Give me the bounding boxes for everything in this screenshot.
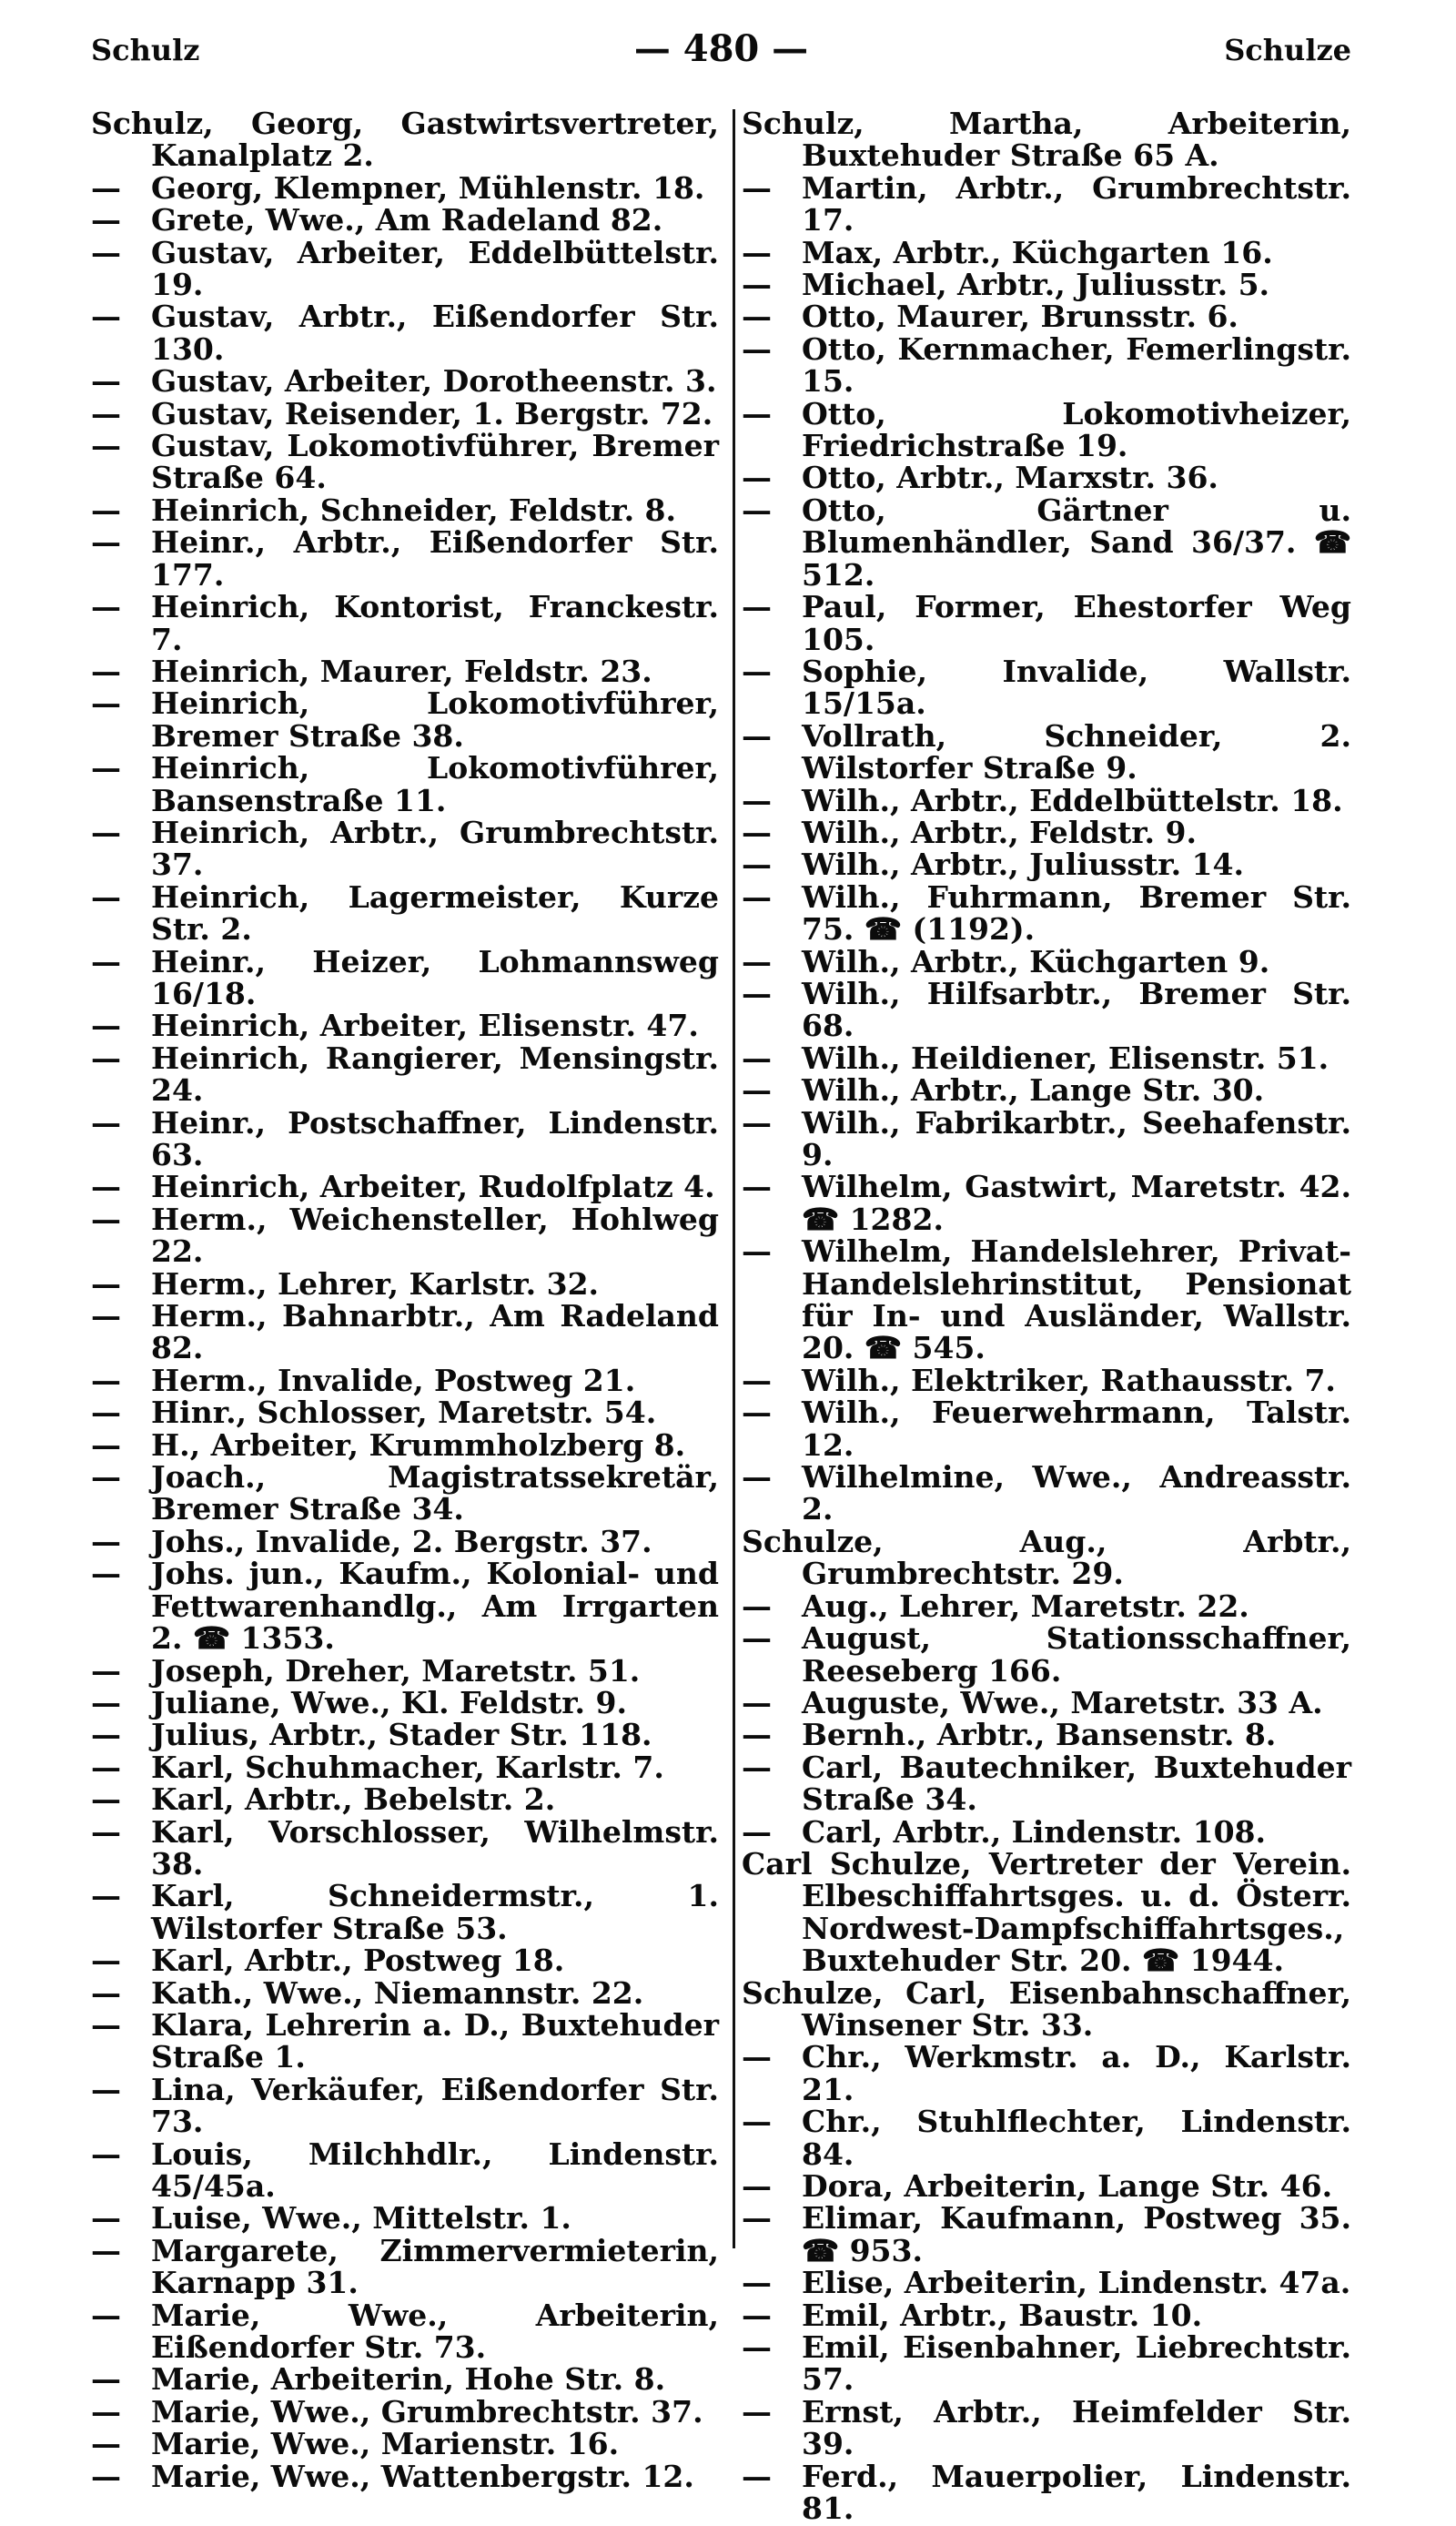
directory-entry: — Elise, Arbeiterin, Lindenstr. 47a.	[742, 2267, 1351, 2298]
directory-entry: — Heinrich, Kontorist, Franckestr. 7.	[91, 591, 719, 655]
directory-entry: — Juliane, Wwe., Kl. Feldstr. 9.	[91, 1687, 719, 1719]
directory-entry: Schulze, Aug., Arbtr., Grumbrechtstr. 29.	[742, 1523, 1351, 1592]
directory-entry: — Karl, Schneidermstr., 1. Wilstorfer Straße 53.	[91, 1880, 719, 1944]
directory-entry: — Wilh., Heildiener, Elisenstr. 51.	[742, 1042, 1351, 1074]
directory-entry: — Louis, Milchhdlr., Lindenstr. 45/45a.	[91, 2138, 719, 2203]
directory-entry: — Martin, Arbtr., Grumbrechtstr. 17.	[742, 172, 1351, 237]
directory-entry: — Karl, Vorschlosser, Wilhelmstr. 38.	[91, 1816, 719, 1881]
directory-entry: — Joach., Magistratssekretär, Bremer Straße 34.	[91, 1461, 719, 1526]
header-right-keyword: Schulze	[1224, 33, 1351, 67]
directory-entry: Carl Schulze, Vertreter der Verein. Elbeschiffahrtsges. u. d. Österr. Nordwest-Dampfschiffahrtsges., Buxtehuder Str. 20. ☎ 1944.	[742, 1845, 1351, 1979]
directory-entry: — Lina, Verkäufer, Eißendorfer Str. 73.	[91, 2074, 719, 2138]
directory-entry: — Otto, Maurer, Brunsstr. 6.	[742, 300, 1351, 332]
directory-entry: — Marie, Wwe., Arbeiterin, Eißendorfer Str. 73.	[91, 2299, 719, 2364]
directory-entry: — Michael, Arbtr., Juliusstr. 5.	[742, 269, 1351, 300]
directory-entry: — Otto, Lokomotivheizer, Friedrichstraße 19.	[742, 398, 1351, 462]
directory-entry: — Heinrich, Lokomotivführer, Bremer Straße 38.	[91, 687, 719, 752]
directory-entry: — Ferd., Mauerpolier, Lindenstr. 81.	[742, 2460, 1351, 2525]
directory-entry: — Vollrath, Schneider, 2. Wilstorfer Straße 9.	[742, 720, 1351, 785]
directory-entry: — Carl, Bautechniker, Buxtehuder Straße 34.	[742, 1751, 1351, 1816]
directory-entry: — Emil, Eisenbahner, Liebrechtstr. 57.	[742, 2331, 1351, 2396]
directory-entry: — Heinr., Arbtr., Eißendorfer Str. 177.	[91, 526, 719, 591]
directory-entry: — Gustav, Arbtr., Eißendorfer Str. 130.	[91, 300, 719, 365]
directory-entry: — Paul, Former, Ehestorfer Weg 105.	[742, 591, 1351, 655]
directory-entry: — Gustav, Arbeiter, Dorotheenstr. 3.	[91, 365, 719, 397]
directory-entry: — Otto, Gärtner u. Blumenhändler, Sand 36/37. ☎ 512.	[742, 494, 1351, 591]
directory-entry: — Luise, Wwe., Mittelstr. 1.	[91, 2202, 719, 2234]
directory-entry: — Emil, Arbtr., Baustr. 10.	[742, 2299, 1351, 2331]
directory-entry: — Joseph, Dreher, Maretstr. 51.	[91, 1655, 719, 1687]
directory-entry: — Grete, Wwe., Am Radeland 82.	[91, 204, 719, 236]
directory-entry: — Johs., Invalide, 2. Bergstr. 37.	[91, 1526, 719, 1557]
directory-entry: — Marie, Arbeiterin, Hohe Str. 8.	[91, 2363, 719, 2395]
directory-entry: — Wilhelm, Handelslehrer, Privat-Handelslehrinstitut, Pensionat für In- und Ausländer, Wallstr. 20. ☎ 545.	[742, 1235, 1351, 1364]
directory-entry: — Auguste, Wwe., Maretstr. 33 A.	[742, 1687, 1351, 1719]
directory-entry: — Aug., Lehrer, Maretstr. 22.	[742, 1590, 1351, 1622]
directory-entry: — Bernh., Arbtr., Bansenstr. 8.	[742, 1719, 1351, 1750]
column-divider	[733, 109, 735, 2248]
directory-entry: — Wilh., Arbtr., Küchgarten 9.	[742, 946, 1351, 978]
directory-entry: — Margarete, Zimmervermieterin, Karnapp 31.	[91, 2235, 719, 2299]
directory-entry: — Wilh., Fuhrmann, Bremer Str. 75. ☎ (1192).	[742, 881, 1351, 946]
directory-entry: — Max, Arbtr., Küchgarten 16.	[742, 237, 1351, 269]
directory-entry: — Julius, Arbtr., Stader Str. 118.	[91, 1719, 719, 1750]
right-column	[742, 107, 1351, 2524]
directory-entry: — Karl, Schuhmacher, Karlstr. 7.	[91, 1751, 719, 1783]
directory-entry: — Heinrich, Lagermeister, Kurze Str. 2.	[91, 881, 719, 946]
directory-entry: — Gustav, Reisender, 1. Bergstr. 72.	[91, 398, 719, 430]
directory-entry: — Heinrich, Arbeiter, Elisenstr. 47.	[91, 1009, 719, 1041]
directory-entry: — August, Stationsschaffner, Reeseberg 166.	[742, 1622, 1351, 1687]
directory-entry: — Carl, Arbtr., Lindenstr. 108.	[742, 1816, 1351, 1848]
directory-entry: — Gustav, Lokomotivführer, Bremer Straße 64.	[91, 430, 719, 494]
directory-entry: — Dora, Arbeiterin, Lange Str. 46.	[742, 2170, 1351, 2202]
directory-entry: — Wilh., Arbtr., Lange Str. 30.	[742, 1074, 1351, 1106]
directory-entry: — Karl, Arbtr., Postweg 18.	[91, 1944, 719, 1976]
directory-entry: Schulz, Georg, Gastwirtsvertreter, Kanalplatz 2.	[91, 106, 719, 174]
directory-entry: — Heinrich, Arbtr., Grumbrechtstr. 37.	[91, 817, 719, 881]
directory-entry: — Herm., Lehrer, Karlstr. 32.	[91, 1268, 719, 1300]
directory-entry: — H., Arbeiter, Krummholzberg 8.	[91, 1429, 719, 1461]
directory-entry: — Wilh., Elektriker, Rathausstr. 7.	[742, 1364, 1351, 1396]
directory-entry: — Herm., Invalide, Postweg 21.	[91, 1364, 719, 1396]
directory-entry: — Herm., Weichensteller, Hohlweg 22.	[91, 1203, 719, 1268]
directory-entry: — Wilh., Arbtr., Juliusstr. 14.	[742, 848, 1351, 880]
directory-entry: — Heinrich, Rangierer, Mensingstr. 24.	[91, 1042, 719, 1107]
directory-entry: — Heinrich, Arbeiter, Rudolfplatz 4.	[91, 1171, 719, 1202]
directory-entry: — Kath., Wwe., Niemannstr. 22.	[91, 1977, 719, 2009]
directory-entry: — Otto, Kernmacher, Femerlingstr. 15.	[742, 333, 1351, 398]
directory-entry: — Marie, Wwe., Grumbrechtstr. 37.	[91, 2396, 719, 2428]
directory-entry: — Heinr., Heizer, Lohmannsweg 16/18.	[91, 946, 719, 1010]
directory-entry: — Wilhelm, Gastwirt, Maretstr. 42. ☎ 1282.	[742, 1171, 1351, 1235]
directory-entry: — Wilh., Arbtr., Eddelbüttelstr. 18.	[742, 785, 1351, 817]
directory-entry: — Karl, Arbtr., Bebelstr. 2.	[91, 1783, 719, 1815]
directory-entry: — Wilhelmine, Wwe., Andreasstr. 2.	[742, 1461, 1351, 1526]
directory-entry: — Chr., Stuhlflechter, Lindenstr. 84.	[742, 2105, 1351, 2170]
directory-entry: — Marie, Wwe., Marienstr. 16.	[91, 2428, 719, 2460]
directory-entry: — Heinr., Postschaffner, Lindenstr. 63.	[91, 1107, 719, 1172]
directory-entry: — Georg, Klempner, Mühlenstr. 18.	[91, 172, 719, 204]
directory-entry: — Johs. jun., Kaufm., Kolonial- und Fettwarenhandlg., Am Irrgarten 2. ☎ 1353.	[91, 1557, 719, 1654]
directory-entry: — Wilh., Feuerwehrmann, Talstr. 12.	[742, 1396, 1351, 1461]
directory-entry: — Otto, Arbtr., Marxstr. 36.	[742, 462, 1351, 493]
directory-entry: — Gustav, Arbeiter, Eddelbüttelstr. 19.	[91, 237, 719, 301]
directory-entry: — Wilh., Arbtr., Feldstr. 9.	[742, 817, 1351, 848]
directory-entry: — Wilh., Fabrikarbtr., Seehafenstr. 9.	[742, 1107, 1351, 1172]
directory-entry: — Hinr., Schlosser, Maretstr. 54.	[91, 1396, 719, 1428]
left-column	[91, 107, 719, 2492]
directory-entry: — Chr., Werkmstr. a. D., Karlstr. 21.	[742, 2041, 1351, 2105]
directory-entry: — Heinrich, Schneider, Feldstr. 8.	[91, 494, 719, 526]
directory-entry: — Ernst, Arbtr., Heimfelder Str. 39.	[742, 2396, 1351, 2460]
directory-entry: — Elimar, Kaufmann, Postweg 35. ☎ 953.	[742, 2202, 1351, 2267]
page-header	[91, 27, 1351, 75]
header-left-keyword: Schulz	[91, 33, 200, 67]
directory-entry: — Sophie, Invalide, Wallstr. 15/15a.	[742, 655, 1351, 720]
directory-entry: — Wilh., Hilfsarbtr., Bremer Str. 68.	[742, 978, 1351, 1042]
page-number: — 480 —	[633, 27, 809, 70]
directory-entry: Schulze, Carl, Eisenbahnschaffner, Winsener Str. 33.	[742, 1974, 1351, 2043]
directory-entry: Schulz, Martha, Arbeiterin, Buxtehuder Straße 65 A.	[742, 106, 1351, 174]
directory-entry: — Klara, Lehrerin a. D., Buxtehuder Straße 1.	[91, 2009, 719, 2074]
directory-entry: — Heinrich, Lokomotivführer, Bansenstraße 11.	[91, 752, 719, 817]
directory-entry: — Herm., Bahnarbtr., Am Radeland 82.	[91, 1300, 719, 1364]
directory-entry: — Heinrich, Maurer, Feldstr. 23.	[91, 655, 719, 687]
directory-entry: — Marie, Wwe., Wattenbergstr. 12.	[91, 2460, 719, 2492]
